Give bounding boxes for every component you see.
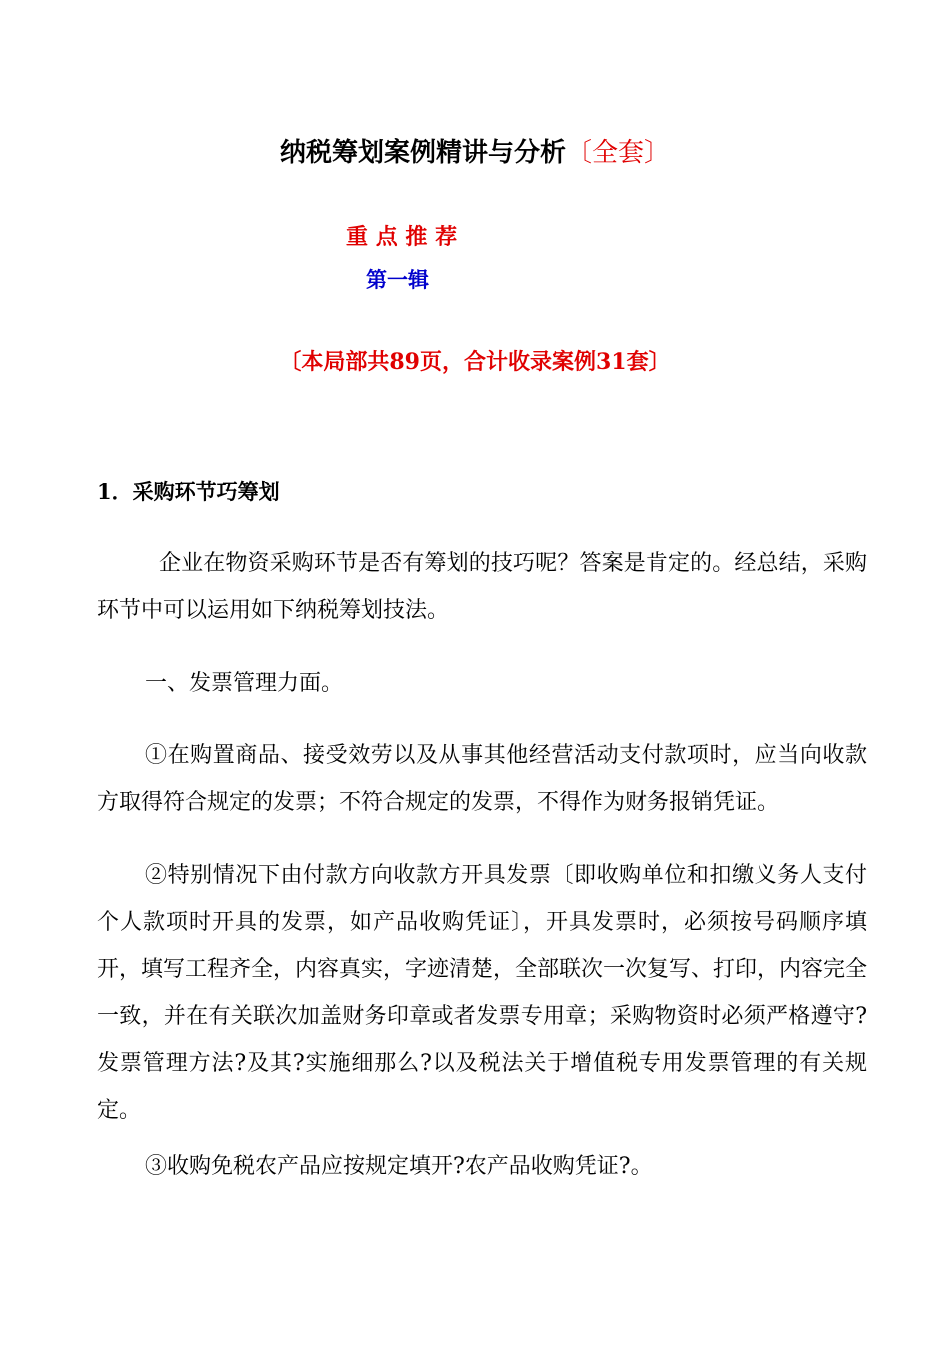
page-summary: 〔本局部共89页，合计收录案例31套〕: [279, 349, 671, 375]
paragraph-item-2: ②特别情况下由付款方向收款方开具发票〔即收购单位和扣缴义务人支付个人款项时开具的发票，如产品收购凭证〕，开具发票时，必须按号码顺序填开，填写工程齐全，内容真实，字迹清楚，全部联次一次复写、打印，内容完全一致，并在有关联次加盖财务印章或者发票专用章；采购物资时必须严格遵守?发票管理方法?及其?实施细那么?以及税法关于增值税专用发票管理的有关规定。: [97, 863, 868, 1123]
paragraph-item-3: ③收购免税农产品应按规定填开?农产品收购凭证?。: [145, 1154, 653, 1179]
recommend-label: 重点推荐: [346, 224, 465, 250]
section-heading: 1．采购环节巧筹划: [97, 479, 280, 504]
paragraph-intro: 企业在物资采购环节是否有筹划的技巧呢？答案是肯定的。经总结，采购环节中可以运用如下纳税筹划技法。: [97, 551, 867, 623]
paragraph-item-1: ①在购置商品、接受效劳以及从事其他经营活动支付款项时，应当向收款方取得符合规定的发票；不符合规定的发票，不得作为财务报销凭证。: [97, 743, 867, 815]
title-main: 纳税筹划案例精讲与分析: [279, 138, 566, 168]
document-title: [0, 132, 950, 169]
paragraph-subheading: 一、发票管理力面。: [145, 671, 344, 696]
title-accent: 〔全套〕: [566, 138, 671, 168]
series-label: 第一辑: [366, 267, 429, 292]
